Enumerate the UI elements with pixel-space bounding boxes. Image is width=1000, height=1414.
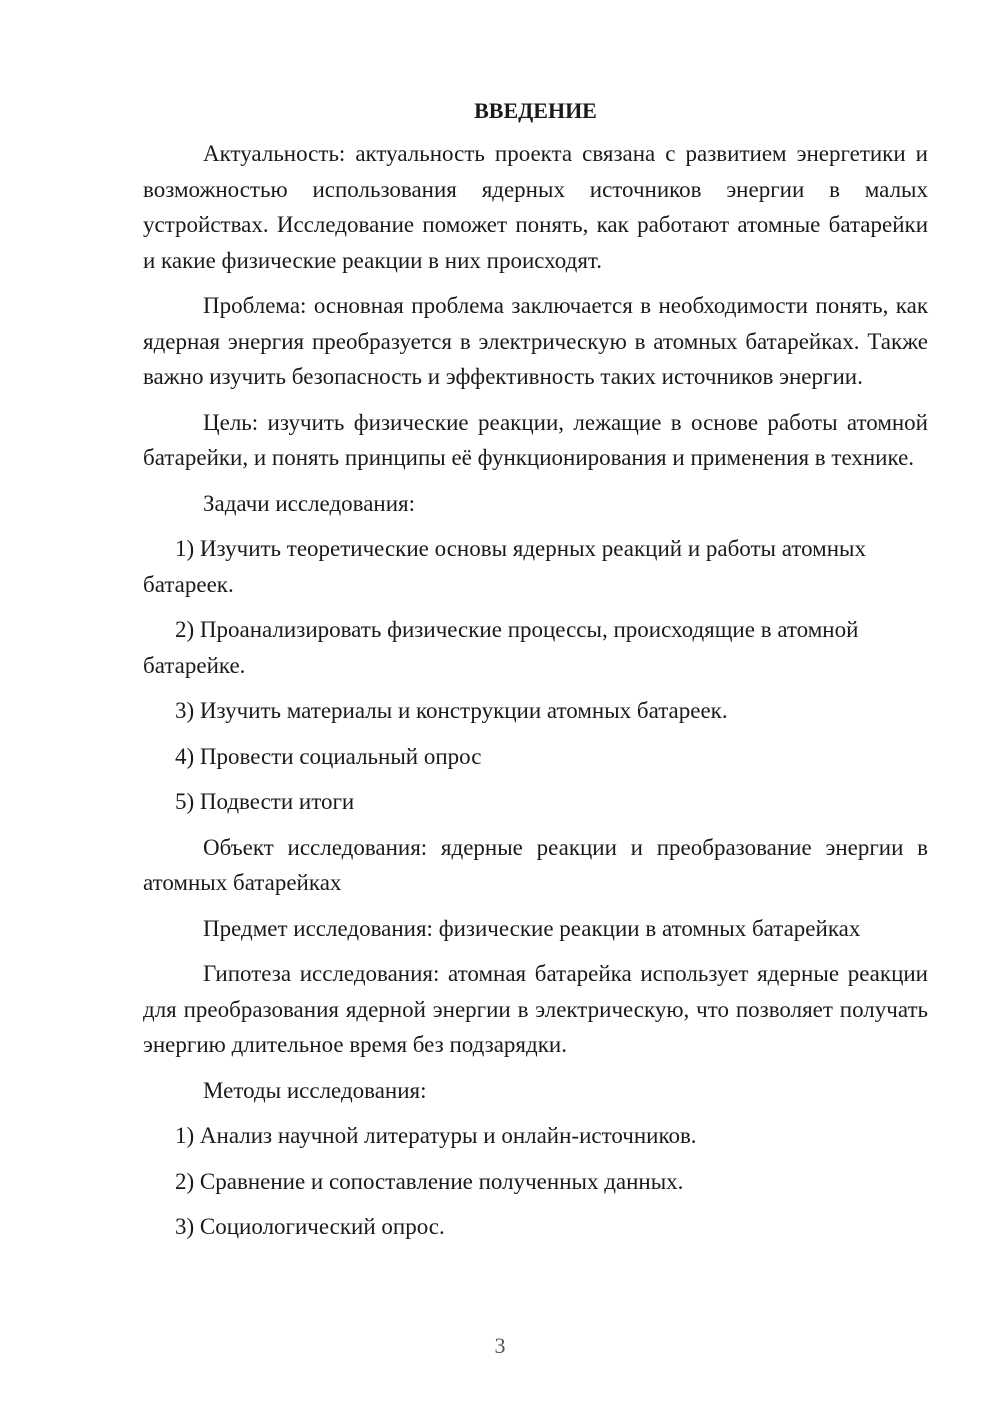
task-item: 3) Изучить материалы и конструкции атомных батареек.: [175, 698, 728, 723]
task-item: 5) Подвести итоги: [175, 789, 355, 814]
subject-paragraph: Предмет исследования: физические реакции в атомных батарейках: [203, 915, 861, 941]
method-item: 2) Сравнение и сопоставление полученных данных.: [175, 1168, 684, 1194]
task-item: 4) Провести социальный опрос: [175, 743, 482, 769]
page-title: ВВЕДЕНИЕ: [474, 98, 597, 123]
methods-heading: Методы исследования:: [203, 1077, 427, 1103]
method-item: 1) Анализ научной литературы и онлайн-источников.: [175, 1123, 697, 1148]
goal-paragraph: Цель: изучить физические реакции, лежащие в основе работы атомной батарейки, и понять принципы её функционирования и применения в технике.: [143, 409, 928, 470]
tasks-heading: Задачи исследования:: [203, 490, 416, 516]
page-content: [143, 96, 928, 1255]
method-item: 3) Социологический опрос.: [175, 1214, 445, 1239]
object-paragraph: Объект исследования: ядерные реакции и преобразование энергии в атомных батарейках: [143, 834, 928, 895]
page-number: 3: [494, 1333, 506, 1358]
problem-paragraph: Проблема: основная проблема заключается в необходимости понять, как ядерная энергия преобразуется в электрическую в атомных батарейках. Также важно изучить безопасность и эффективность таких источников энергии.: [143, 293, 928, 389]
task-item: 1) Изучить теоретические основы ядерных реакций и работы атомных батареек.: [143, 536, 866, 597]
task-item: 2) Проанализировать физические процессы, происходящие в атомной батарейке.: [143, 617, 859, 678]
relevance-paragraph: Актуальность: актуальность проекта связана с развитием энергетики и возможностью использования ядерных источников энергии в малых устройствах. Исследование поможет понять, как работают атомные батарейки и какие физические реакции в них происходят.: [143, 141, 928, 273]
hypothesis-paragraph: Гипотеза исследования: атомная батарейка использует ядерные реакции для преобразования ядерной энергии в электрическую, что позволяет получать энергию длительное время без подзарядки.: [143, 961, 928, 1057]
